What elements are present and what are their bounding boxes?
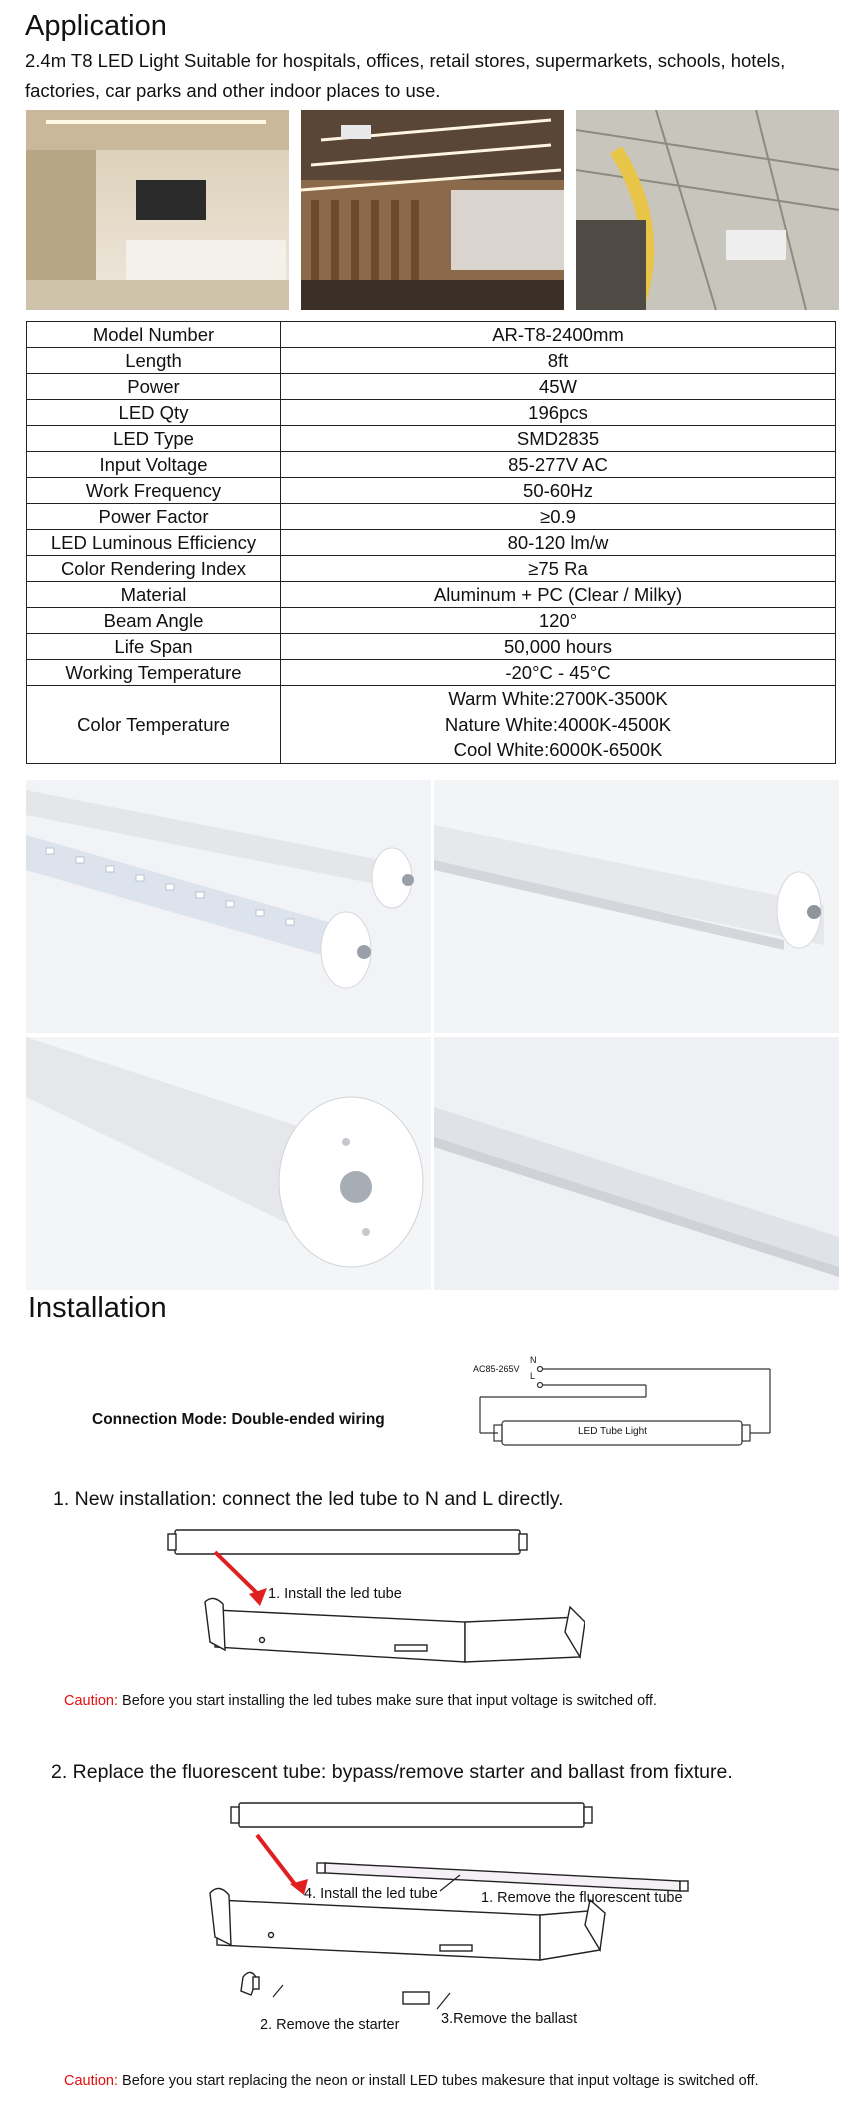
wiring-l-label: L: [530, 1371, 536, 1381]
color-temp-cool: Cool White:6000K-6500K: [453, 739, 663, 760]
spec-key: Life Span: [27, 634, 281, 660]
color-temp-warm: Warm White:2700K-3500K: [448, 688, 668, 709]
spec-value: 50,000 hours: [281, 634, 836, 660]
step1-illustration: [165, 1522, 585, 1682]
spec-value: 8ft: [281, 348, 836, 374]
photo-living-room: [26, 110, 289, 310]
wiring-voltage-label: AC85-265V: [473, 1364, 520, 1374]
step1-caution-label: Caution:: [64, 1693, 119, 1709]
table-row: [27, 374, 836, 400]
photo-office: [301, 110, 564, 310]
spec-key: Power: [27, 374, 281, 400]
table-row: [27, 660, 836, 686]
spec-key: LED Luminous Efficiency: [27, 530, 281, 556]
step1-caution: [64, 1691, 657, 1711]
spec-key: LED Type: [27, 426, 281, 452]
step1-title: 1. New installation: connect the led tube to N and L directly.: [53, 1488, 564, 1510]
spec-value: 45W: [281, 374, 836, 400]
spec-value: 85-277V AC: [281, 452, 836, 478]
table-row: [27, 400, 836, 426]
wiring-n-label: N: [530, 1355, 537, 1365]
spec-key: Power Factor: [27, 504, 281, 530]
step1-caution-text: Before you start installing the led tubes make sure that input voltage is switched off.: [118, 1693, 657, 1709]
color-temp-nature: Nature White:4000K-4500K: [444, 713, 672, 735]
step2-caution-label: Caution:: [64, 2073, 119, 2089]
spec-key: Beam Angle: [27, 608, 281, 634]
spec-value: 50-60Hz: [281, 478, 836, 504]
table-row: [27, 582, 836, 608]
connection-mode-label: Connection Mode: Double-ended wiring: [92, 1411, 385, 1428]
product-photo-tube-closeup: [434, 1037, 839, 1290]
step2-title: 2. Replace the fluorescent tube: bypass/remove starter and ballast from fixture.: [51, 1761, 733, 1783]
step2-illustration: [205, 1795, 715, 2035]
step2-caution: [64, 2071, 774, 2091]
spec-key: Material: [27, 582, 281, 608]
step2-callout-starter: 2. Remove the starter: [260, 2017, 400, 2033]
table-row: [27, 452, 836, 478]
table-row: [27, 322, 836, 348]
table-row: [27, 608, 836, 634]
application-heading: Application: [25, 10, 167, 42]
table-row: [27, 556, 836, 582]
table-row: [27, 348, 836, 374]
spec-key: Work Frequency: [27, 478, 281, 504]
spec-value-color-temperature: [281, 686, 836, 764]
product-photo-end-cap: [26, 1037, 431, 1290]
spec-table: [26, 321, 836, 764]
application-intro: 2.4m T8 LED Light Suitable for hospitals, offices, retail stores, supermarkets, schools, hotels, factories, car parks and other indoor places to use.: [25, 50, 786, 101]
spec-value: 196pcs: [281, 400, 836, 426]
product-photo-tube-end: [434, 780, 839, 1033]
spec-key: Working Temperature: [27, 660, 281, 686]
spec-value: ≥75 Ra: [281, 556, 836, 582]
table-row: [27, 426, 836, 452]
spec-key: Length: [27, 348, 281, 374]
step1-callout-install: 1. Install the led tube: [268, 1586, 402, 1602]
step2-callout-install: 4. Install the led tube: [304, 1886, 438, 1902]
spec-key: Input Voltage: [27, 452, 281, 478]
product-photo-tubes-clear-milky: [26, 780, 431, 1033]
spec-value: AR-T8-2400mm: [281, 322, 836, 348]
spec-key: Color Rendering Index: [27, 556, 281, 582]
wiring-tube-label: LED Tube Light: [578, 1426, 647, 1437]
spec-value: SMD2835: [281, 426, 836, 452]
spec-value: 120°: [281, 608, 836, 634]
table-row: [27, 504, 836, 530]
spec-key: Model Number: [27, 322, 281, 348]
spec-value: -20°C - 45°C: [281, 660, 836, 686]
table-row: [27, 634, 836, 660]
spec-key: Color Temperature: [27, 686, 281, 764]
table-row: [27, 530, 836, 556]
step2-callout-ballast: 3.Remove the ballast: [441, 2011, 578, 2027]
spec-value: ≥0.9: [281, 504, 836, 530]
step2-caution-text: Before you start replacing the neon or install LED tubes makesure that input voltage is switched off.: [118, 2073, 759, 2089]
table-row: [27, 686, 836, 764]
spec-key: LED Qty: [27, 400, 281, 426]
step2-callout-remove-tube: 1. Remove the fluorescent tube: [481, 1890, 683, 1906]
spec-value: Aluminum + PC (Clear / Milky): [281, 582, 836, 608]
photo-factory: [576, 110, 839, 310]
spec-value: 80-120 lm/w: [281, 530, 836, 556]
installation-heading: Installation: [28, 1292, 167, 1324]
table-row: [27, 478, 836, 504]
